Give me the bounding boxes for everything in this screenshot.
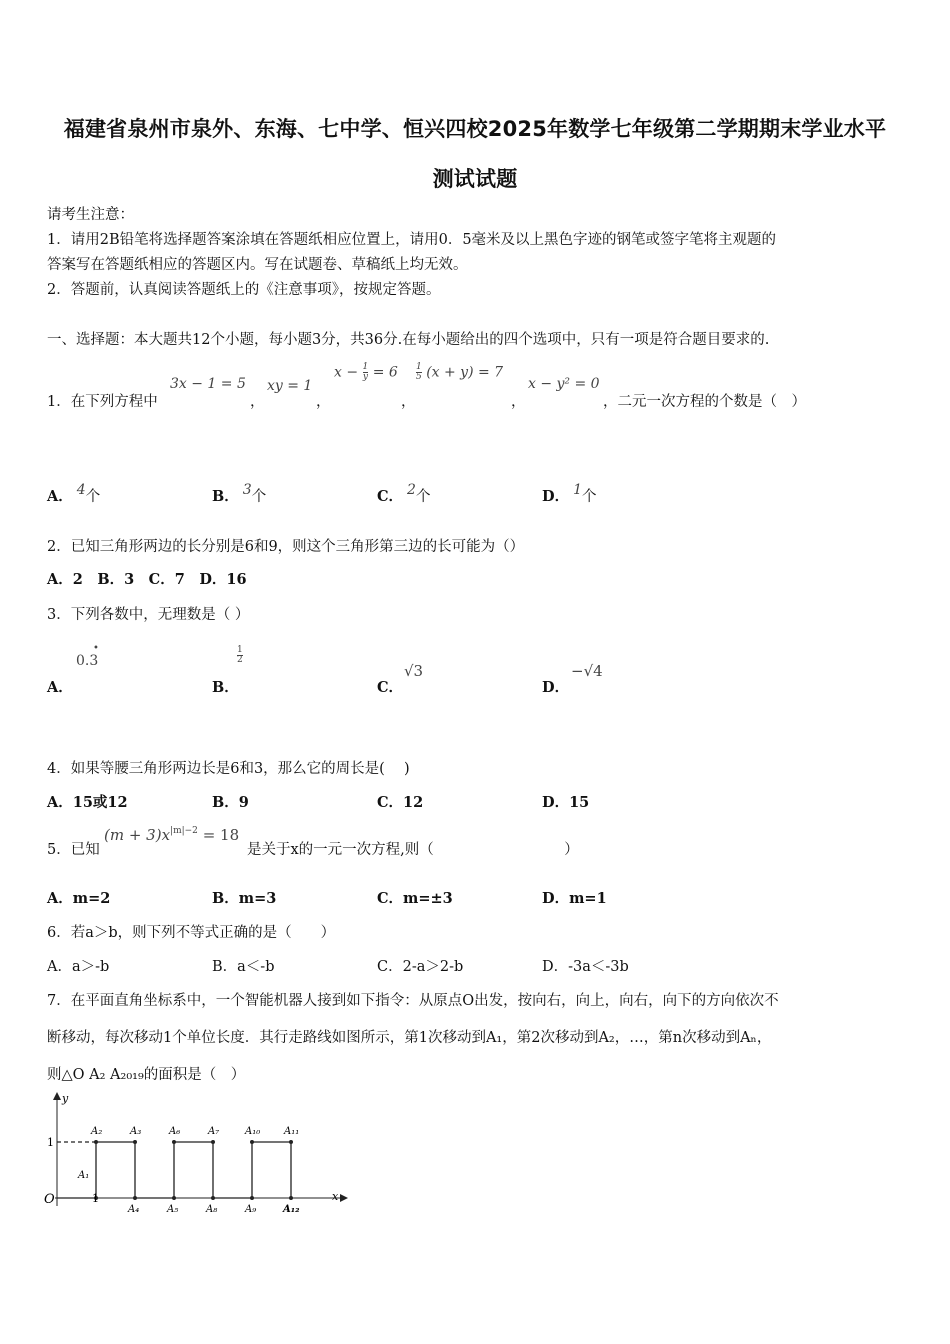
q1-option-d-label: D． <box>542 488 570 505</box>
q1-comma4: ， <box>511 394 526 410</box>
q5-option-c[interactable]: C．m=±3 <box>377 890 453 907</box>
x-axis-label: x <box>332 1190 339 1203</box>
robot-path <box>57 1142 291 1198</box>
point-a10 <box>250 1140 254 1144</box>
label-a4: A₄ <box>128 1204 140 1213</box>
label-a9: A₉ <box>245 1204 257 1213</box>
doc-title-line2: 测试试题 <box>432 167 518 191</box>
q4-option-b[interactable]: B．9 <box>212 794 249 811</box>
q4-option-c[interactable]: C．12 <box>377 794 424 811</box>
q1-option-d-unit: 个 <box>582 489 597 505</box>
recurring-dot-icon: • <box>93 643 99 654</box>
q7-line2: 断移动，每次移动1个单位长度．其行走路线如图所示，第1次移动到A₁，第2次移动到A₂，…，第n次移动到Aₙ， <box>47 1030 772 1046</box>
q1-option-a-unit: 个 <box>85 489 101 505</box>
q5-eq-rhs: = 18 <box>197 826 240 844</box>
notice-item2: 2．答题前，认真阅读答题纸上的《注意事项》，按规定答题。 <box>47 282 441 298</box>
q3-stem: 3．下列各数中，无理数是（ ） <box>47 607 250 623</box>
q1-eq3-a: x − <box>334 364 359 381</box>
q3-option-b-den: 2 <box>237 655 243 665</box>
label-a2: A₂ <box>91 1126 103 1137</box>
q1-comma2: ， <box>316 394 331 410</box>
point-a8 <box>211 1196 215 1200</box>
q1-option-d[interactable] <box>542 482 597 506</box>
q6-option-b[interactable]: B．a＜-b <box>212 959 275 975</box>
q1-eq4 <box>416 363 503 382</box>
q1-eq2: xy = 1 <box>267 378 313 394</box>
point-a5 <box>172 1196 176 1200</box>
q5-suffix: 是关于x的一元一次方程,则（ ） <box>247 842 579 858</box>
q5-option-d[interactable]: D．m=1 <box>542 890 607 907</box>
q1-eq4-body: (x + y) = 7 <box>426 364 504 381</box>
q1-option-a[interactable] <box>47 482 101 506</box>
doc-title-line1: 福建省泉州市泉外、东海、七中学、恒兴四校2025年数学七年级第二学期期末学业水平 <box>63 117 887 141</box>
q3-option-b-label[interactable]: B． <box>212 679 239 696</box>
label-a6: A₆ <box>169 1126 181 1137</box>
y-axis-arrow-icon <box>53 1092 61 1100</box>
q1-eq4-frac <box>416 363 422 382</box>
notice-item1-line2: 答案写在答题纸相应的答题区内。写在试题卷、草稿纸上均无效。 <box>47 257 468 273</box>
q3-option-a-value <box>76 643 99 669</box>
point-a7 <box>211 1140 215 1144</box>
q1-option-a-value: 4 <box>76 482 86 498</box>
q4-option-d[interactable]: D．15 <box>542 794 590 811</box>
q1-option-b-label: B． <box>212 488 239 505</box>
q5-prefix: 5．已知 <box>47 842 100 858</box>
label-a5: A₅ <box>167 1204 179 1213</box>
label-a7: A₇ <box>208 1126 220 1137</box>
label-a10: A₁₀ <box>245 1126 261 1137</box>
q6-option-d[interactable]: D．-3a＜-3b <box>542 959 629 975</box>
origin-label: O <box>44 1192 55 1207</box>
q1-option-c[interactable] <box>377 482 431 506</box>
q3-option-b-frac <box>237 646 243 665</box>
q5-option-b[interactable]: B．m=3 <box>212 890 277 907</box>
q1-comma3: ， <box>401 394 416 410</box>
q7-line1: 7．在平面直角坐标系中，一个智能机器人接到如下指令：从原点O出发，按向右，向上，向右，向下的方向依次不 <box>47 993 779 1009</box>
q1-eq3-num: 1 <box>362 362 369 372</box>
point-a4 <box>133 1196 137 1200</box>
point-a11 <box>289 1140 293 1144</box>
label-a1: A₁ <box>78 1170 90 1181</box>
q3-option-c-value: √3 <box>404 662 424 680</box>
notice-heading: 请考生注意： <box>47 207 134 223</box>
y-tick-label: 1 <box>47 1136 54 1149</box>
q5-equation <box>104 826 239 844</box>
q1-prefix: 1．在下列方程中 <box>47 394 158 410</box>
q1-suffix: ，二元一次方程的个数是（ ） <box>603 394 806 410</box>
label-a3: A₃ <box>130 1126 142 1137</box>
q3-option-c-label[interactable]: C． <box>377 679 404 696</box>
q1-option-a-label: A． <box>47 488 73 505</box>
point-a12 <box>289 1196 293 1200</box>
q4-option-a[interactable]: A．15或12 <box>47 794 128 811</box>
q1-option-d-value: 1 <box>573 482 582 498</box>
point-a2 <box>94 1140 98 1144</box>
q3-option-a-label[interactable]: A． <box>47 679 73 696</box>
point-a6 <box>172 1140 176 1144</box>
q5-eq-lhs: (m + 3)x <box>104 826 171 844</box>
q1-option-c-label: C． <box>377 488 404 505</box>
q1-eq3-frac <box>363 363 369 382</box>
q3-option-d-label[interactable]: D． <box>542 679 570 696</box>
q1-option-c-value: 2 <box>407 482 416 498</box>
notice-item1-line1: 1．请用2B铅笔将选择题答案涂填在答题纸相应位置上，请用0．5毫米及以上黑色字迹的钢笔或签字笔将主观题的 <box>47 232 777 248</box>
q1-eq1: 3x − 1 = 5 <box>170 376 246 392</box>
q1-eq3-b: = 6 <box>372 364 398 381</box>
section-header: 一、选择题：本大题共12个小题，每小题3分，共36分.在每小题给出的四个选项中，只有一项是符合题目要求的. <box>47 332 770 348</box>
q1-eq5: x − y² = 0 <box>528 376 600 392</box>
q6-option-a[interactable]: A．a＞-b <box>47 959 110 975</box>
q5-eq-exponent: |m|−2 <box>170 826 198 836</box>
point-a9 <box>250 1196 254 1200</box>
x-axis-arrow-icon <box>340 1194 348 1202</box>
q4-stem: 4．如果等腰三角形两边长是6和3，那么它的周长是( ) <box>47 761 410 777</box>
point-a3 <box>133 1140 137 1144</box>
q1-comma1: ， <box>250 394 265 410</box>
label-a11: A₁₁ <box>284 1126 300 1137</box>
q1-option-c-unit: 个 <box>415 489 431 505</box>
y-axis-label: y <box>62 1092 69 1105</box>
q3-option-b-value <box>237 646 243 665</box>
q1-option-b-value: 3 <box>242 482 252 498</box>
q1-eq3 <box>334 363 398 382</box>
x-tick-label: 1 <box>92 1192 99 1205</box>
label-a12: A₁₂ <box>283 1204 300 1213</box>
q3-option-d-value: −√4 <box>571 662 603 680</box>
q7-line3: 则△O A₂ A₂₀₁₉的面积是（ ） <box>47 1067 246 1083</box>
q2-stem: 2．已知三角形两边的长分别是6和9，则这个三角形第三边的长可能为（） <box>47 539 525 555</box>
q2-options[interactable]: A．2 B．3 C．7 D．16 <box>47 571 247 588</box>
q1-option-b-unit: 个 <box>251 489 267 505</box>
q1-eq3-den: y <box>362 372 368 382</box>
q6-stem: 6．若a＞b，则下列不等式正确的是（ ） <box>47 925 336 941</box>
q7-path-figure <box>40 1088 350 1213</box>
q3-option-b-num: 1 <box>237 645 243 655</box>
q5-option-a[interactable]: A．m=2 <box>47 890 111 907</box>
q3-option-a-number: 0.3 <box>76 653 99 669</box>
label-a8: A₈ <box>206 1204 218 1213</box>
q1-eq4-den: 5 <box>416 372 422 382</box>
q6-option-c[interactable]: C．2-a＞2-b <box>377 959 464 975</box>
q1-option-b[interactable] <box>212 482 267 506</box>
q1-eq4-num: 1 <box>416 362 422 372</box>
